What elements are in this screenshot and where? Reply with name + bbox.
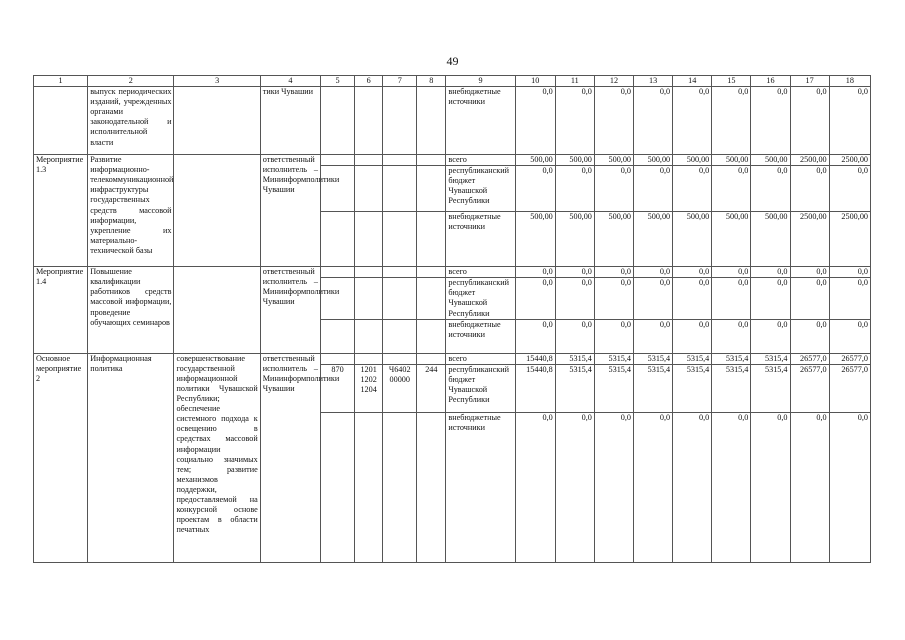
- value-cell: 0,0: [751, 87, 790, 155]
- value-cell: 0,0: [712, 166, 751, 212]
- grbs-cell: [320, 212, 354, 267]
- value-cell: 0,0: [790, 412, 829, 562]
- value-cell: 0,0: [829, 412, 870, 562]
- budget-table: [33, 75, 871, 563]
- value-cell: 0,0: [790, 87, 829, 155]
- column-header-15: 15: [712, 76, 751, 87]
- name-cell: выпуск периодических изданий, учрежденных органами законодательной и исполнительной власти: [88, 87, 174, 155]
- goal-cell: [174, 155, 260, 267]
- table-row: [34, 353, 871, 364]
- value-cell: 0,0: [634, 267, 673, 278]
- value-cell: 0,0: [712, 319, 751, 353]
- rzpr-cell: [355, 412, 383, 562]
- value-cell: 0,0: [790, 319, 829, 353]
- rzpr-cell: [355, 267, 383, 278]
- value-cell: 0,0: [673, 166, 712, 212]
- csr-cell: [383, 412, 417, 562]
- executor-cell: ответственный исполнитель – Мининформполитики Чувашии: [260, 267, 320, 353]
- column-header-6: 6: [355, 76, 383, 87]
- name-cell: Повышение квалификации работников средств массовой информации, проведение обучающих семинаров: [88, 267, 174, 353]
- grbs-cell: [320, 166, 354, 212]
- column-header-10: 10: [515, 76, 555, 87]
- name-cell: Развитие информационно-телекоммуникационной инфраструктуры государственных средств массовой информации, укрепление их материально-технической базы: [88, 155, 174, 267]
- vr-cell: [417, 319, 446, 353]
- value-cell: 0,0: [673, 87, 712, 155]
- value-cell: 0,0: [634, 166, 673, 212]
- rzpr-cell: [355, 212, 383, 267]
- csr-cell: [383, 155, 417, 166]
- value-cell: 500,00: [555, 155, 594, 166]
- column-header-17: 17: [790, 76, 829, 87]
- value-cell: 15440,8: [515, 364, 555, 412]
- value-cell: 5315,4: [634, 364, 673, 412]
- source-cell: республиканский бюджет Чувашской Республики: [446, 166, 515, 212]
- value-cell: 0,0: [594, 412, 633, 562]
- value-cell: 5315,4: [555, 364, 594, 412]
- csr-cell: [383, 267, 417, 278]
- grbs-cell: [320, 319, 354, 353]
- vr-cell: [417, 212, 446, 267]
- rzpr-cell: [355, 166, 383, 212]
- value-cell: 26577,0: [829, 353, 870, 364]
- source-cell: республиканский бюджет Чувашской Республики: [446, 364, 515, 412]
- value-cell: 0,0: [751, 412, 790, 562]
- value-cell: 0,0: [555, 267, 594, 278]
- page-number: 49: [446, 54, 459, 68]
- executor-cell: ответственный исполнитель – Мининформполитики Чувашии: [260, 353, 320, 562]
- grbs-cell: [320, 278, 354, 319]
- rzpr-cell: [355, 353, 383, 364]
- rzpr-cell: [355, 278, 383, 319]
- value-cell: 0,0: [790, 166, 829, 212]
- column-header-7: 7: [383, 76, 417, 87]
- value-cell: 500,00: [634, 212, 673, 267]
- value-cell: 0,0: [515, 267, 555, 278]
- rzpr-cell: [355, 87, 383, 155]
- executor-cell: ответственный исполнитель – Мининформполитики Чувашии: [260, 155, 320, 267]
- rzpr-cell: 1201 1202 1204: [355, 364, 383, 412]
- value-cell: 0,0: [712, 278, 751, 319]
- value-cell: 500,00: [515, 155, 555, 166]
- value-cell: 500,00: [594, 212, 633, 267]
- goal-cell: [174, 87, 260, 155]
- csr-cell: [383, 166, 417, 212]
- value-cell: 5315,4: [594, 353, 633, 364]
- value-cell: 0,0: [594, 166, 633, 212]
- csr-cell: Ч6402 00000: [383, 364, 417, 412]
- value-cell: 0,0: [515, 278, 555, 319]
- executor-cell: тики Чувашии: [260, 87, 320, 155]
- activity-cell: Мероприятие 1.4: [34, 267, 88, 353]
- value-cell: 500,00: [634, 155, 673, 166]
- value-cell: 2500,00: [790, 155, 829, 166]
- value-cell: 0,0: [634, 278, 673, 319]
- vr-cell: [417, 412, 446, 562]
- value-cell: 0,0: [594, 278, 633, 319]
- value-cell: 0,0: [515, 166, 555, 212]
- value-cell: 5315,4: [673, 364, 712, 412]
- value-cell: 2500,00: [829, 155, 870, 166]
- column-header-12: 12: [594, 76, 633, 87]
- value-cell: 0,0: [829, 87, 870, 155]
- column-header-9: 9: [446, 76, 515, 87]
- value-cell: 0,0: [515, 319, 555, 353]
- csr-cell: [383, 319, 417, 353]
- value-cell: 0,0: [555, 319, 594, 353]
- value-cell: 0,0: [634, 319, 673, 353]
- value-cell: 5315,4: [673, 353, 712, 364]
- column-header-2: 2: [88, 76, 174, 87]
- value-cell: 500,00: [555, 212, 594, 267]
- column-header-4: 4: [260, 76, 320, 87]
- csr-cell: [383, 278, 417, 319]
- value-cell: 5315,4: [751, 353, 790, 364]
- value-cell: 0,0: [515, 412, 555, 562]
- value-cell: 500,00: [751, 155, 790, 166]
- vr-cell: [417, 87, 446, 155]
- source-cell: всего: [446, 267, 515, 278]
- value-cell: 500,00: [712, 155, 751, 166]
- value-cell: 0,0: [712, 412, 751, 562]
- grbs-cell: [320, 155, 354, 166]
- rzpr-cell: [355, 319, 383, 353]
- goal-cell: [174, 267, 260, 353]
- csr-cell: [383, 87, 417, 155]
- value-cell: 0,0: [751, 319, 790, 353]
- value-cell: 500,00: [751, 212, 790, 267]
- value-cell: 0,0: [751, 267, 790, 278]
- value-cell: 500,00: [515, 212, 555, 267]
- column-header-3: 3: [174, 76, 260, 87]
- value-cell: 500,00: [594, 155, 633, 166]
- vr-cell: [417, 155, 446, 166]
- source-cell: внебюджетные источники: [446, 319, 515, 353]
- value-cell: 0,0: [515, 87, 555, 155]
- value-cell: 0,0: [712, 87, 751, 155]
- rzpr-cell: [355, 155, 383, 166]
- table-row: [34, 155, 871, 166]
- value-cell: 0,0: [673, 278, 712, 319]
- source-cell: республиканский бюджет Чувашской Республики: [446, 278, 515, 319]
- value-cell: 5315,4: [594, 364, 633, 412]
- column-header-11: 11: [555, 76, 594, 87]
- value-cell: 0,0: [751, 166, 790, 212]
- goal-cell: совершенствование государственной информационной политики Чувашской Республики; обеспечение системного подхода к освещению в средствах массовой информации социально значимых тем; развитие механизмов поддержки, предоставляемой на конкурсной основе проектам в области печатных: [174, 353, 260, 562]
- value-cell: 0,0: [594, 267, 633, 278]
- value-cell: 0,0: [634, 87, 673, 155]
- value-cell: 0,0: [829, 278, 870, 319]
- vr-cell: [417, 267, 446, 278]
- column-header-8: 8: [417, 76, 446, 87]
- source-cell: внебюджетные источники: [446, 412, 515, 562]
- source-cell: внебюджетные источники: [446, 87, 515, 155]
- value-cell: 5315,4: [634, 353, 673, 364]
- value-cell: 0,0: [673, 412, 712, 562]
- source-cell: внебюджетные источники: [446, 212, 515, 267]
- value-cell: 0,0: [712, 267, 751, 278]
- table-row: [34, 267, 871, 278]
- source-cell: всего: [446, 353, 515, 364]
- value-cell: 0,0: [634, 412, 673, 562]
- value-cell: 26577,0: [790, 364, 829, 412]
- value-cell: 5315,4: [712, 353, 751, 364]
- value-cell: 0,0: [790, 267, 829, 278]
- grbs-cell: [320, 87, 354, 155]
- value-cell: 500,00: [673, 212, 712, 267]
- csr-cell: [383, 353, 417, 364]
- value-cell: 5315,4: [555, 353, 594, 364]
- value-cell: 0,0: [751, 278, 790, 319]
- value-cell: 0,0: [594, 319, 633, 353]
- value-cell: 0,0: [673, 319, 712, 353]
- value-cell: 0,0: [555, 87, 594, 155]
- value-cell: 0,0: [829, 319, 870, 353]
- value-cell: 500,00: [712, 212, 751, 267]
- activity-cell: Основное мероприятие 2: [34, 353, 88, 562]
- header-row: [34, 76, 871, 87]
- value-cell: 0,0: [790, 278, 829, 319]
- value-cell: 0,0: [829, 166, 870, 212]
- value-cell: 0,0: [555, 166, 594, 212]
- value-cell: 0,0: [555, 412, 594, 562]
- column-header-5: 5: [320, 76, 354, 87]
- column-header-18: 18: [829, 76, 870, 87]
- value-cell: 0,0: [555, 278, 594, 319]
- value-cell: 0,0: [594, 87, 633, 155]
- value-cell: 5315,4: [751, 364, 790, 412]
- source-cell: всего: [446, 155, 515, 166]
- value-cell: 2500,00: [829, 212, 870, 267]
- value-cell: 26577,0: [790, 353, 829, 364]
- value-cell: 26577,0: [829, 364, 870, 412]
- csr-cell: [383, 212, 417, 267]
- column-header-16: 16: [751, 76, 790, 87]
- grbs-cell: [320, 353, 354, 364]
- table-row: [34, 87, 871, 155]
- value-cell: 500,00: [673, 155, 712, 166]
- vr-cell: [417, 166, 446, 212]
- column-header-1: 1: [34, 76, 88, 87]
- name-cell: Информационная политика: [88, 353, 174, 562]
- vr-cell: [417, 353, 446, 364]
- value-cell: 15440,8: [515, 353, 555, 364]
- grbs-cell: 870: [320, 364, 354, 412]
- value-cell: 5315,4: [712, 364, 751, 412]
- column-header-13: 13: [634, 76, 673, 87]
- value-cell: 2500,00: [790, 212, 829, 267]
- column-header-14: 14: [673, 76, 712, 87]
- value-cell: 0,0: [829, 267, 870, 278]
- vr-cell: [417, 278, 446, 319]
- grbs-cell: [320, 412, 354, 562]
- activity-cell: Мероприятие 1.3: [34, 155, 88, 267]
- value-cell: 0,0: [673, 267, 712, 278]
- vr-cell: 244: [417, 364, 446, 412]
- activity-cell: [34, 87, 88, 155]
- grbs-cell: [320, 267, 354, 278]
